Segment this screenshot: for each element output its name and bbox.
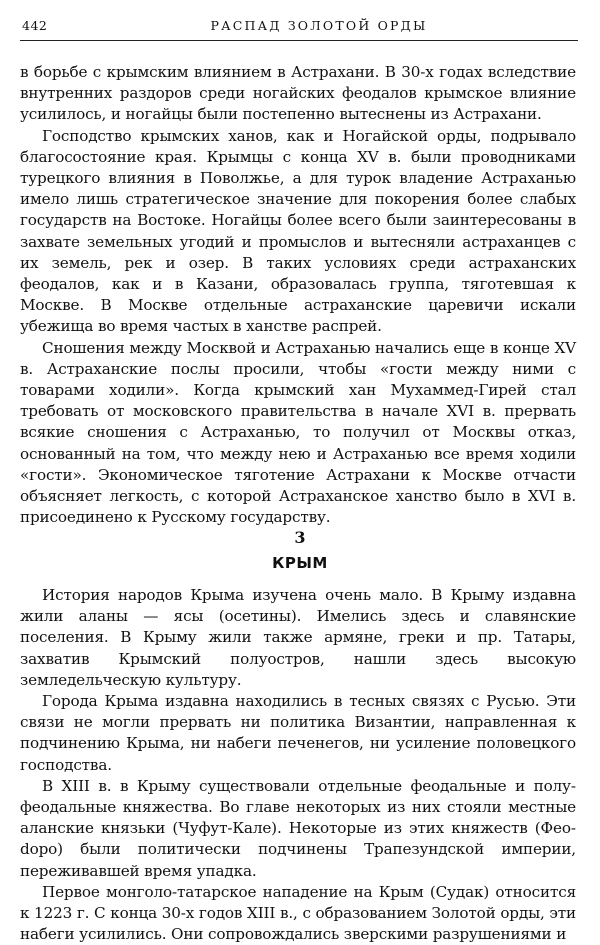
text-block-astrakhan — [20, 62, 576, 528]
page-number: 442 — [22, 18, 48, 33]
paragraph: Города Крыма издавна находились в тесных связях с Русью. Эти связи не могли прервать ни политика Византии, направленная к подчинению Крыма, ни набеги печенегов, ни усиление половецкого господства. — [20, 692, 576, 774]
paragraph: Господство крымских ханов, как и Ногайской орды, подрывало благосостояние края. Крымцы с конца XV в. были проводниками турецкого влияния в Поволжье, а для турок владение Астраханью имело лишь стратегическое значение для покорения более слабых государств на Востоке. Ногайцы более всего были заинтересованы в захвате земельных угодий и промыслов и вытесняли астраханцев с их земель, рек и озер. В таких условиях среди астраханских феодалов, как и в Казани, образовалась группа, тяготевшая к Москве. В Москве отдельные астраханские царевичи искали убежища во время частых в ханстве распрей. — [20, 126, 576, 336]
paragraph: в борьбе с крымским влиянием в Астрахани. В 30-х годах вследствие внутренних раздоров среди ногайских феодалов крымское влияние усилилось, и ногайцы были постепенно вытеснены из Астрахани. — [20, 63, 576, 124]
paragraph: История народов Крыма изучена очень мало. В Крыму издавна жили аланы — ясы (осетины). Имелись здесь и славянские поселения. В Крыму жили также армяне, греки и пр. Татары, захватив Крымский полуостров, нашли здесь высокую земледельческую культуру. — [20, 586, 576, 689]
running-head — [20, 16, 578, 38]
header-rule — [20, 40, 578, 41]
section-number: 3 — [294, 528, 306, 547]
paragraph: Первое монголо-татарское нападение на Крым (Судак) относится к 1223 г. С конца 30-х годов XIII в., с образованием Золотой орды, эти набеги усилились. Они сопровождались зверскими разрушениями и — [20, 882, 576, 944]
running-title: РАСПАД ЗОЛОТОЙ ОРДЫ — [210, 18, 428, 33]
paragraph: Сношения между Москвой и Астраханью начались еще в конце XV в. Астраханские послы просили, чтобы «гости между ними с товарами ходили». Когда крымский хан Мухаммед-Гирей стал требовать от московского правительства в начале XVI в. прервать всякие сношения с Астраханью, то получил от Москвы отказ, основанный на том, что между нею и Астраханью все время ходили «гости». Экономическое тяготение Астрахани к Москве отчасти объясняет легкость, с которой Астраханское ханство было в XVI в. присоединено к Русскому государству. — [20, 338, 576, 527]
paragraph: В XIII в. в Крыму существовали отдельные феодальные и полуфеодальные княжества. Во главе некоторых из них стояли местные аланские князьки (Чуфут-Кале). Некоторые из этих княжеств (Феоdоро) были политически подчинены Трапезундской империи, переживавшей время упадка. — [20, 776, 576, 880]
text-block-crimea — [20, 585, 576, 945]
section-title: КРЫМ — [272, 554, 328, 572]
